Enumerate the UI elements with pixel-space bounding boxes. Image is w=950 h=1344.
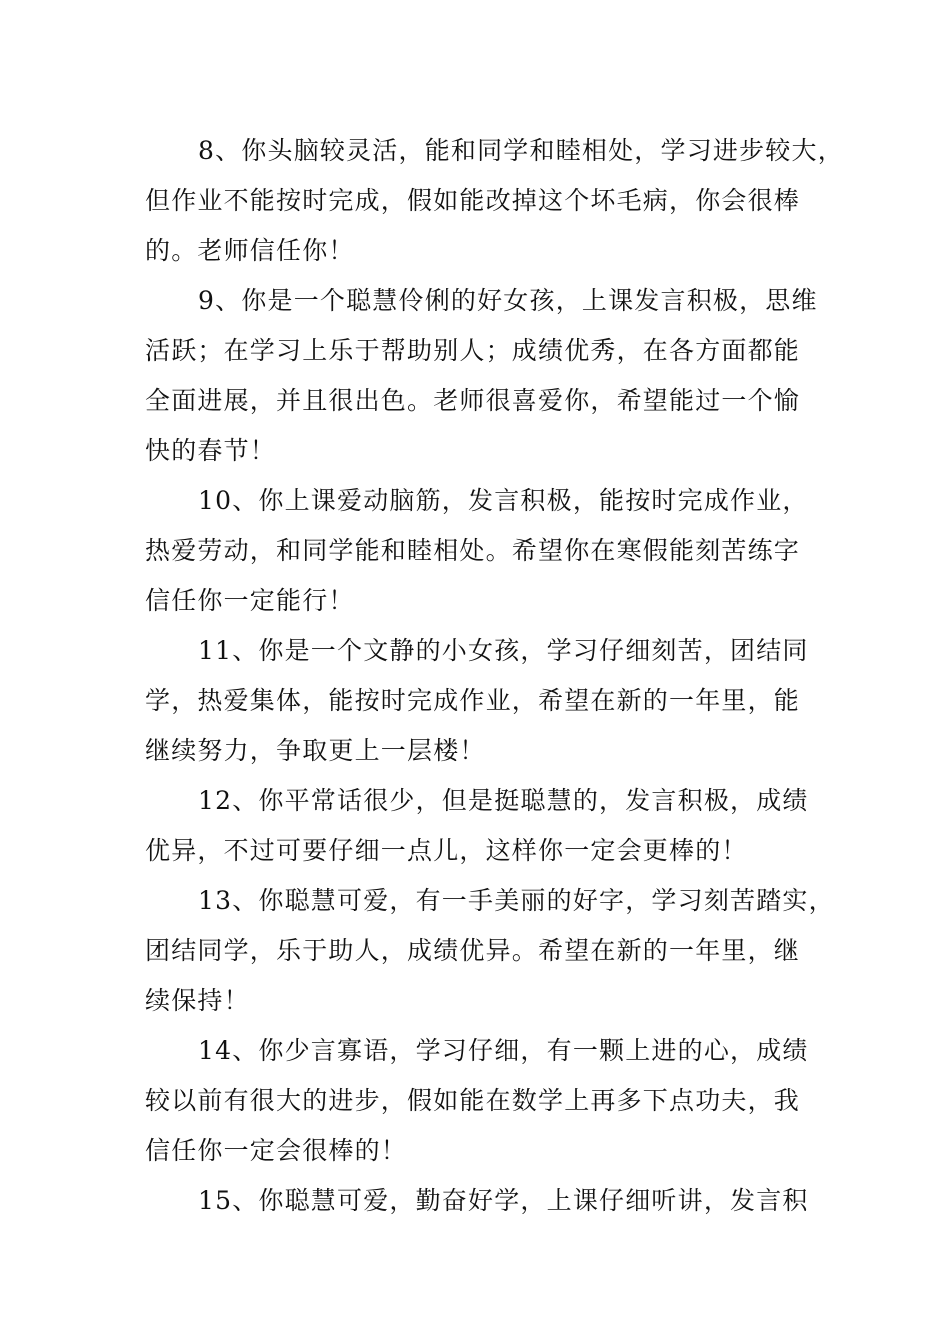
- text-line: 15、你聪慧可爱，勤奋好学，上课仔细听讲，发言积: [198, 1186, 809, 1215]
- paragraph-comment-13: [145, 876, 835, 1026]
- paragraph-comment-10: [145, 476, 817, 626]
- text-line: 续保持！: [145, 986, 250, 1015]
- text-line: 但作业不能按时完成，假如能改掉这个坏毛病，你会很棒: [145, 186, 801, 215]
- text-line: 热爱劳动，和同学能和睦相处。希望你在寒假能刻苦练字: [145, 536, 801, 565]
- text-line: 14、你少言寡语，学习仔细，有一颗上进的心，成绩: [198, 1036, 809, 1065]
- text-line: 优异，不过可要仔细一点儿，这样你一定会更棒的！: [145, 836, 748, 865]
- text-line: 全面进展，并且很出色。老师很喜爱你，希望能过一个愉: [145, 386, 801, 415]
- text-line: 12、你平常话很少，但是挺聪慧的，发言积极，成绩: [198, 786, 809, 815]
- text-line: 11、你是一个文静的小女孩，学习仔细刻苦，团结同: [198, 636, 809, 665]
- text-line: 8、你头脑较灵活，能和同学和睦相处，学习进步较大，: [198, 136, 844, 165]
- document-body: [145, 126, 844, 1226]
- text-line: 快的春节！: [145, 436, 277, 465]
- paragraph-comment-14: [145, 1026, 817, 1176]
- paragraph-comment-12: [145, 776, 817, 876]
- text-line: 9、你是一个聪慧伶俐的好女孩，上课发言积极，思维: [198, 286, 818, 315]
- paragraph-comment-11: [145, 626, 817, 776]
- paragraph-comment-9: [145, 276, 817, 476]
- text-line: 活跃；在学习上乐于帮助别人；成绩优秀，在各方面都能: [145, 336, 801, 365]
- text-line: 继续努力，争取更上一层楼！: [145, 736, 486, 765]
- text-line: 学，热爱集体，能按时完成作业，希望在新的一年里，能: [145, 686, 801, 715]
- text-line: 13、你聪慧可爱，有一手美丽的好字，学习刻苦踏实，: [198, 886, 835, 915]
- paragraph-comment-15: [145, 1176, 817, 1226]
- paragraph-comment-8: [145, 126, 844, 276]
- text-line: 信任你一定会很棒的！: [145, 1136, 408, 1165]
- text-line: 的。老师信任你！: [145, 236, 355, 265]
- text-line: 较以前有很大的进步，假如能在数学上再多下点功夫，我: [145, 1086, 801, 1115]
- text-line: 信任你一定能行！: [145, 586, 355, 615]
- text-line: 10、你上课爱动脑筋，发言积极，能按时完成作业，: [198, 486, 809, 515]
- text-line: 团结同学，乐于助人，成绩优异。希望在新的一年里，继: [145, 936, 801, 965]
